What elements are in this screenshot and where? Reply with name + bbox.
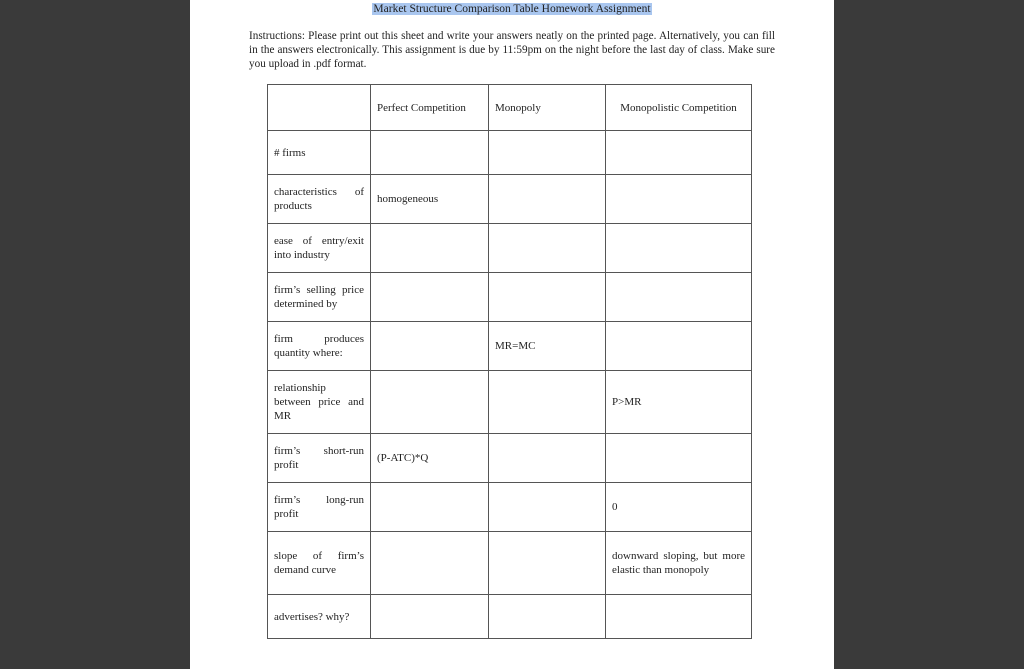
table-cell xyxy=(371,532,489,595)
table-cell xyxy=(371,273,489,322)
table-cell xyxy=(489,371,606,434)
table-cell xyxy=(371,483,489,532)
table-cell xyxy=(489,483,606,532)
table-cell xyxy=(489,273,606,322)
table-row xyxy=(268,434,752,483)
header-cell-corner xyxy=(268,85,371,131)
row-label: slope of firm’s demand curve xyxy=(268,532,371,595)
header-cell-monopolistic-competition: Monopolistic Competition xyxy=(606,85,752,131)
table-cell xyxy=(371,131,489,175)
row-label: firm produces quantity where: xyxy=(268,322,371,371)
document-title xyxy=(190,3,834,15)
row-label: ease of entry/exit into industry xyxy=(268,224,371,273)
table-cell xyxy=(606,322,752,371)
table-row xyxy=(268,532,752,595)
table-cell xyxy=(606,595,752,639)
table-cell: P>MR xyxy=(606,371,752,434)
table-row xyxy=(268,371,752,434)
table-cell xyxy=(606,434,752,483)
row-label: characteristics of products xyxy=(268,175,371,224)
table-cell xyxy=(489,131,606,175)
table-cell xyxy=(371,371,489,434)
row-label: # firms xyxy=(268,131,371,175)
table-cell xyxy=(489,434,606,483)
row-label: firm’s selling price determined by xyxy=(268,273,371,322)
table-header-row xyxy=(268,85,752,131)
table-cell: downward sloping, but more elastic than monopoly xyxy=(606,532,752,595)
table-cell xyxy=(489,224,606,273)
table-row xyxy=(268,483,752,532)
table-cell xyxy=(606,273,752,322)
row-label: advertises? why? xyxy=(268,595,371,639)
table-row xyxy=(268,273,752,322)
table-cell xyxy=(371,224,489,273)
header-cell-monopoly: Monopoly xyxy=(489,85,606,131)
table-row xyxy=(268,175,752,224)
table-row xyxy=(268,131,752,175)
header-cell-perfect-competition: Perfect Competition xyxy=(371,85,489,131)
table-cell: 0 xyxy=(606,483,752,532)
instructions-paragraph: Instructions: Please print out this sheet and write your answers neatly on the printed page. Alternatively, you can fill in the answers electronically. This assignment is due by 11:59pm on the night before the last day of class. Make sure you upload in .pdf format. xyxy=(249,30,775,70)
table-cell xyxy=(606,131,752,175)
table-row xyxy=(268,322,752,371)
table-cell xyxy=(606,175,752,224)
table-cell xyxy=(489,175,606,224)
table-cell: (P-ATC)*Q xyxy=(371,434,489,483)
row-label: relationship between price and MR xyxy=(268,371,371,434)
table-cell xyxy=(371,322,489,371)
table-cell xyxy=(606,224,752,273)
table-cell xyxy=(489,595,606,639)
table-cell: MR=MC xyxy=(489,322,606,371)
table-cell xyxy=(489,532,606,595)
row-label: firm’s long-run profit xyxy=(268,483,371,532)
document-page xyxy=(190,0,834,669)
table-cell xyxy=(371,595,489,639)
table-row xyxy=(268,595,752,639)
table-cell: homogeneous xyxy=(371,175,489,224)
table-row xyxy=(268,224,752,273)
title-highlight: Market Structure Comparison Table Homework Assignment xyxy=(373,3,651,15)
comparison-table xyxy=(267,84,752,639)
row-label: firm’s short-run profit xyxy=(268,434,371,483)
